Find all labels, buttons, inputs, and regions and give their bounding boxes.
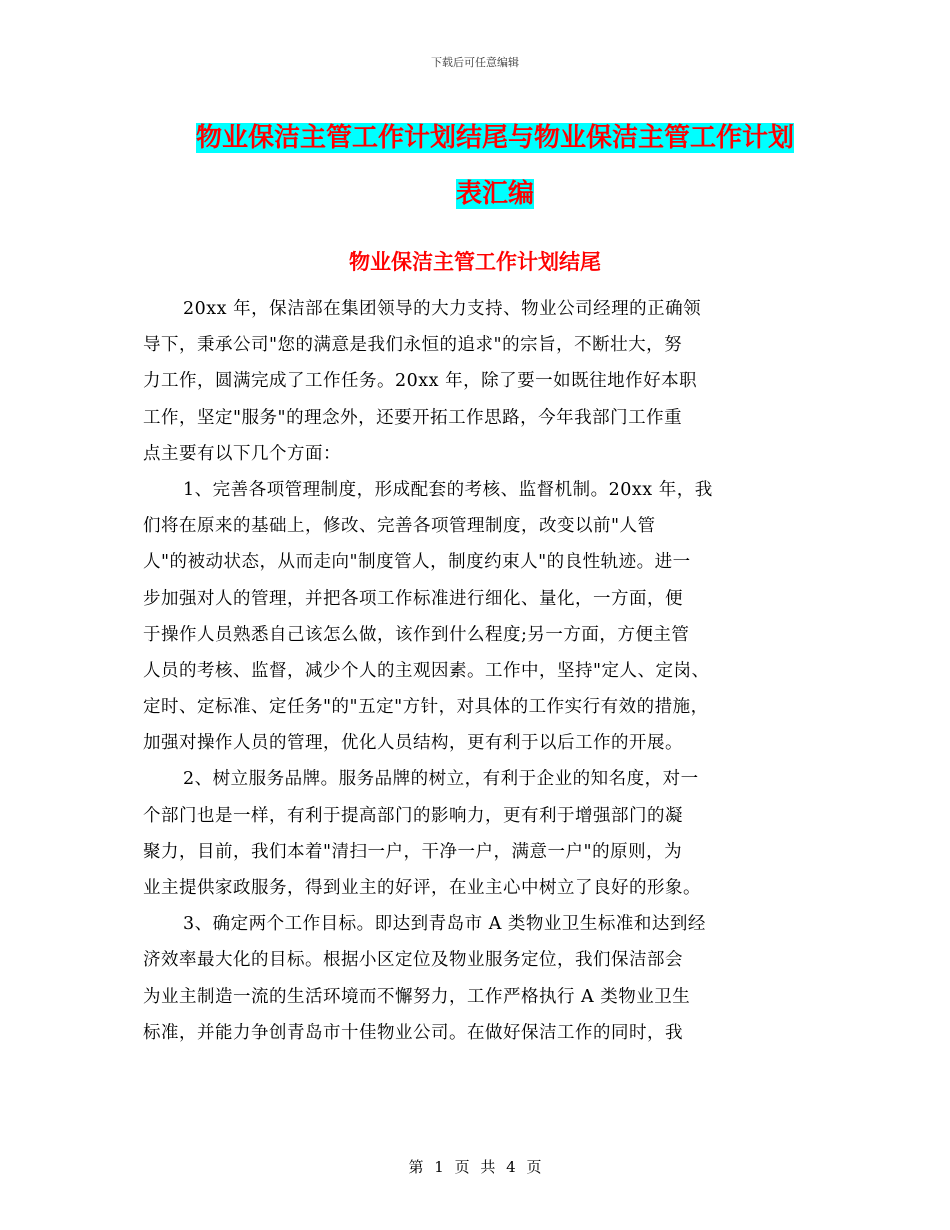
- body-text: [143, 291, 808, 1051]
- document-title-line-2: 表汇编: [455, 179, 534, 209]
- body-line: 聚力，目前，我们本着"清扫一户，干净一户，满意一户"的原则，为: [143, 841, 683, 862]
- body-line: 于操作人员熟悉自己该怎么做，该作到什么程度;另一方面，方便主管: [143, 624, 690, 645]
- body-line: 加强对操作人员的管理，优化人员结构，更有利于以后工作的开展。: [143, 733, 683, 754]
- body-line: 1、完善各项管理制度，形成配套的考核、监督机制。20xx 年，我: [183, 479, 713, 500]
- body-line: 力工作，圆满完成了工作任务。20xx 年，除了要一如既往地作好本职: [143, 371, 698, 392]
- body-line: 济效率最大化的目标。根据小区定位及物业服务定位，我们保洁部会: [143, 950, 683, 971]
- body-line: 20xx 年，保洁部在集团领导的大力支持、物业公司经理的正确领: [183, 299, 702, 319]
- page-header: 下载后可任意编辑: [431, 56, 519, 69]
- body-line: 点主要有以下几个方面：: [143, 443, 341, 464]
- body-line: 工作，坚定"服务"的理念外，还要开拓工作思路，今年我部门工作重: [143, 407, 683, 428]
- body-line: 人员的考核、监督，减少个人的主观因素。工作中，坚持"定人、定岗、: [143, 660, 710, 681]
- body-line: 定时、定标准、定任务"的"五定"方针，对具体的工作实行有效的措施，: [143, 697, 709, 718]
- body-line: 标准，并能力争创青岛市十佳物业公司。在做好保洁工作的同时，我: [143, 1022, 683, 1043]
- body-line: 人"的被动状态，从而走向"制度管人，制度约束人"的良性轨迹。进一: [143, 552, 691, 573]
- body-line: 2、树立服务品牌。服务品牌的树立，有利于企业的知名度，对一: [183, 769, 699, 790]
- body-line: 们将在原来的基础上，修改、完善各项管理制度，改变以前"人管: [143, 516, 656, 537]
- body-line: 导下，秉承公司"您的满意是我们永恒的追求"的宗旨，不断壮大，努: [143, 335, 683, 356]
- body-line: 个部门也是一样，有利于提高部门的影响力，更有利于增强部门的凝: [143, 805, 683, 826]
- body-line: 为业主制造一流的生活环境而不懈努力，工作严格执行 A 类物业卫生: [143, 986, 691, 1007]
- document-title-line-1: 物业保洁主管工作计划结尾与物业保洁主管工作计划: [195, 123, 794, 153]
- page-footer: 第 1 页 共 4 页: [408, 1158, 542, 1176]
- body-line: 业主提供家政服务，得到业主的好评，在业主心中树立了良好的形象。: [143, 878, 701, 898]
- body-line: 3、确定两个工作目标。即达到青岛市 A 类物业卫生标准和达到经: [183, 914, 706, 935]
- document-title: [140, 110, 850, 222]
- section-title: 物业保洁主管工作计划结尾: [349, 250, 601, 274]
- body-line: 步加强对人的管理，并把各项工作标准进行细化、量化，一方面，便: [143, 588, 683, 609]
